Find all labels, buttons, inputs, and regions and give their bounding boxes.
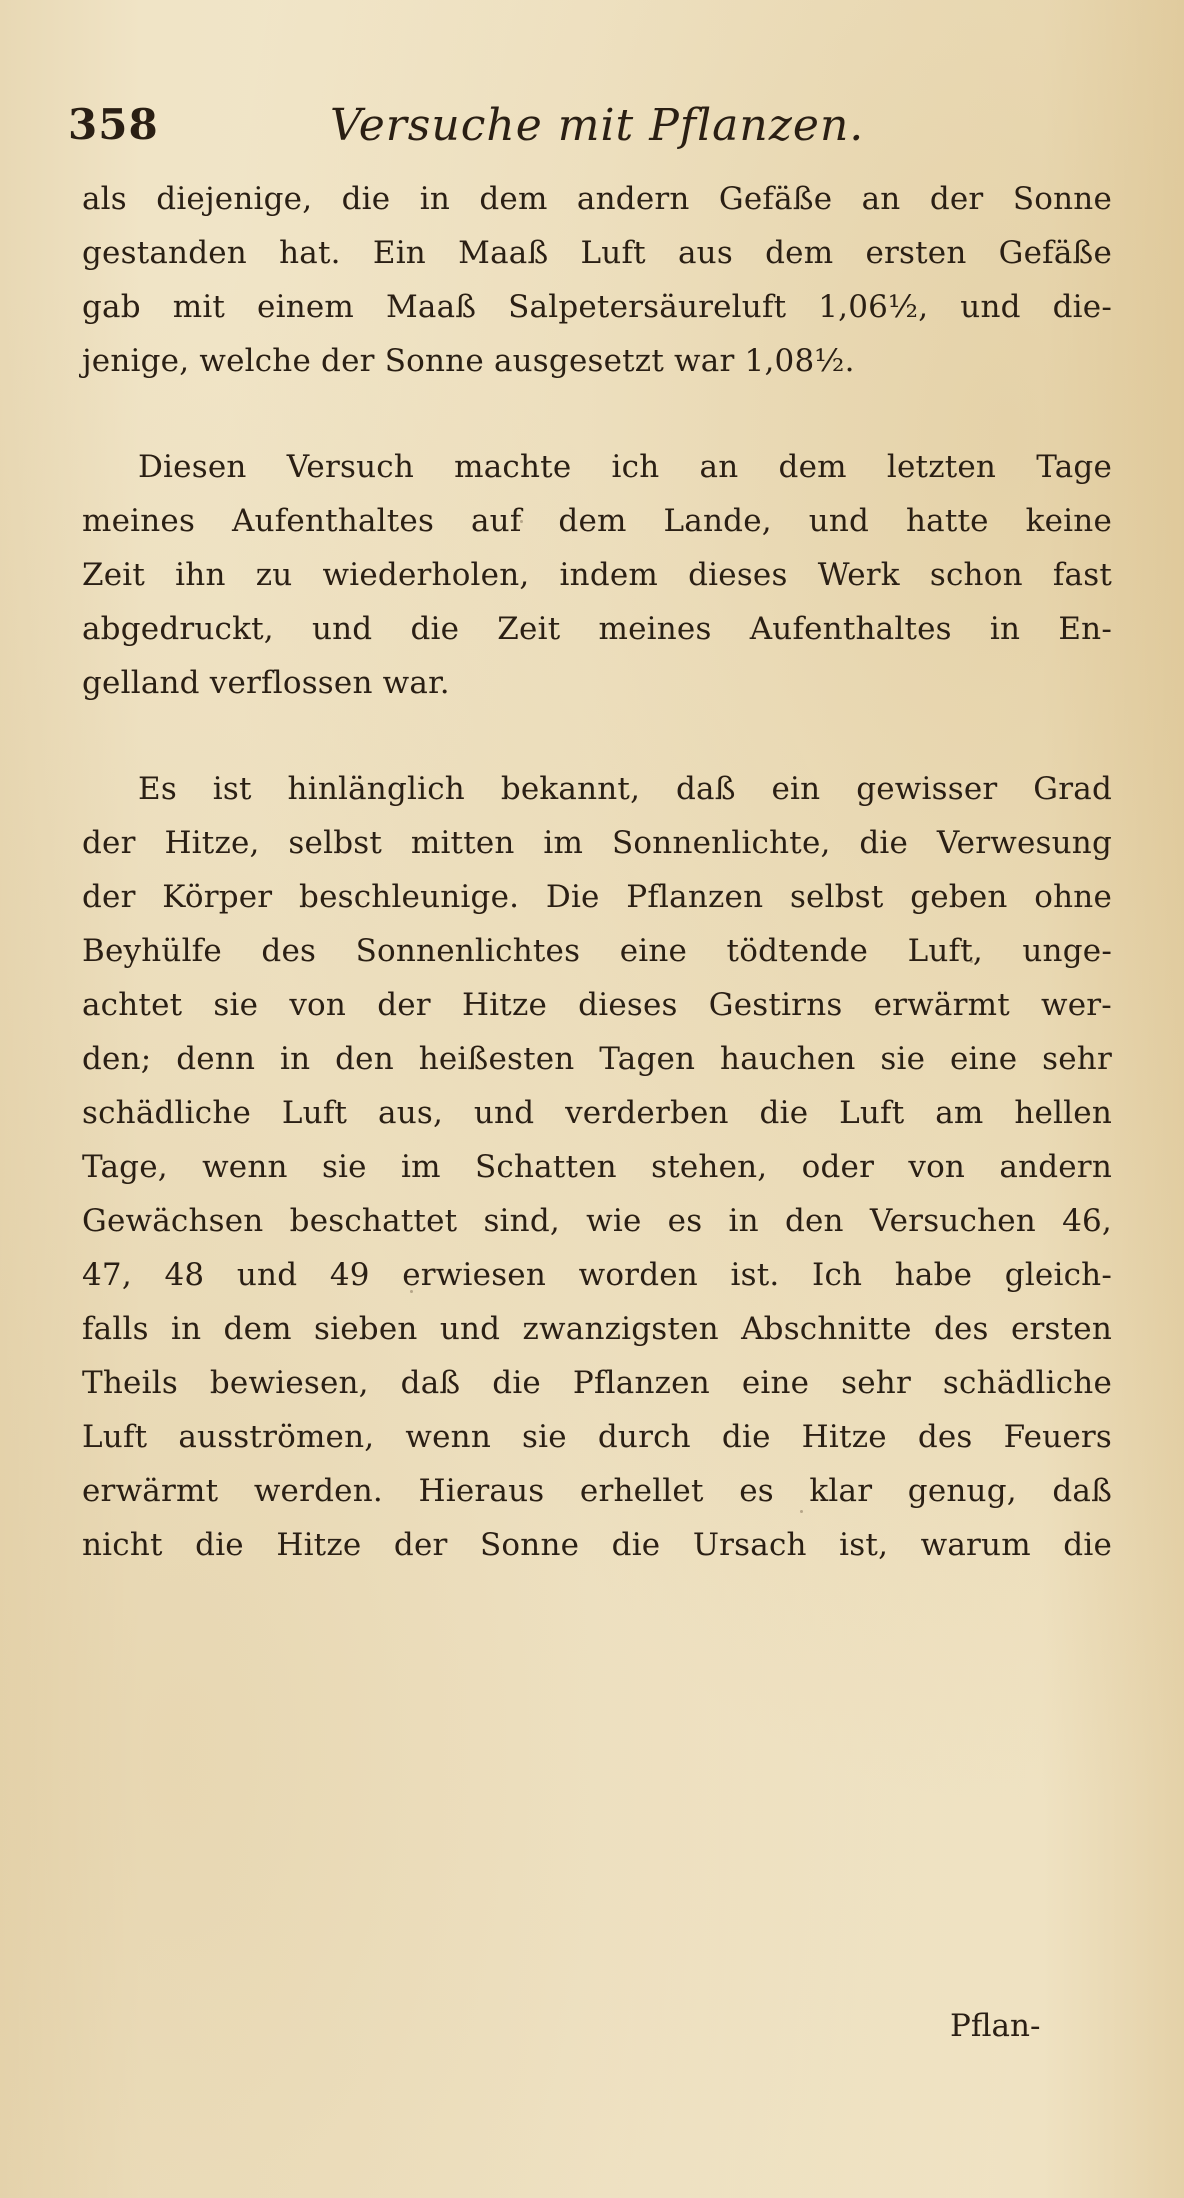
text-line: Luft ausströmen, wenn sie durch die Hitze des Feuers: [82, 1419, 1112, 1455]
text-line: abgedruckt, und die Zeit meines Aufenthaltes in En-: [82, 611, 1112, 647]
paper-speck: [410, 1290, 413, 1293]
text-line: meines Aufenthaltes auf dem Lande, und hatte keine: [82, 503, 1112, 539]
text-line: als diejenige, die in dem andern Gefäße an der Sonne: [82, 181, 1112, 217]
paragraph: [82, 440, 1112, 710]
running-head: Versuche mit Pflanzen.: [330, 100, 865, 151]
text-line: der Hitze, selbst mitten im Sonnenlichte, die Verwesung: [82, 825, 1112, 861]
paper-speck: [970, 960, 973, 963]
text-line: Zeit ihn zu wiederholen, indem dieses Werk schon fast: [82, 557, 1112, 593]
paper-speck: [800, 1510, 803, 1513]
text-line: gab mit einem Maaß Salpetersäureluft 1,06½, und die-: [82, 289, 1112, 325]
text-line: achtet sie von der Hitze dieses Gestirns erwärmt wer-: [82, 987, 1112, 1023]
body-text: [82, 172, 1112, 1572]
text-line: Theils bewiesen, daß die Pflanzen eine sehr schädliche: [82, 1365, 1112, 1401]
catchword: Pflan-: [950, 2008, 1041, 2044]
text-line: Tage, wenn sie im Schatten stehen, oder von andern: [82, 1149, 1112, 1185]
text-line: der Körper beschleunige. Die Pflanzen selbst geben ohne: [82, 879, 1112, 915]
text-line: 47, 48 und 49 erwiesen worden ist. Ich habe gleich-: [82, 1257, 1112, 1293]
text-line: Beyhülfe des Sonnenlichtes eine tödtende Luft, unge-: [82, 933, 1112, 969]
paragraph-spacer: [82, 710, 1112, 762]
paragraph-spacer: [82, 388, 1112, 440]
text-line: den; denn in den heißesten Tagen hauchen sie eine sehr: [82, 1041, 1112, 1077]
text-line: gestanden hat. Ein Maaß Luft aus dem ersten Gefäße: [82, 235, 1112, 271]
paragraph: [82, 762, 1112, 1572]
text-line: Diesen Versuch machte ich an dem letzten Tage: [138, 449, 1112, 485]
text-line: Gewächsen beschattet sind, wie es in den Versuchen 46,: [82, 1203, 1112, 1239]
text-line: schädliche Luft aus, und verderben die Luft am hellen: [82, 1095, 1112, 1131]
text-line: falls in dem sieben und zwanzigsten Abschnitte des ersten: [82, 1311, 1112, 1347]
text-line: nicht die Hitze der Sonne die Ursach ist, warum die: [82, 1527, 1112, 1563]
page-header: [68, 100, 1124, 160]
text-line: jenige, welche der Sonne ausgesetzt war 1,08½.: [82, 343, 855, 379]
page-number: 358: [68, 100, 159, 149]
paragraph: [82, 172, 1112, 388]
text-line: Es ist hinlänglich bekannt, daß ein gewisser Grad: [138, 771, 1112, 807]
text-line: erwärmt werden. Hieraus erhellet es klar genug, daß: [82, 1473, 1112, 1509]
text-line: gelland verflossen war.: [82, 665, 450, 701]
paper-speck: [520, 520, 523, 523]
